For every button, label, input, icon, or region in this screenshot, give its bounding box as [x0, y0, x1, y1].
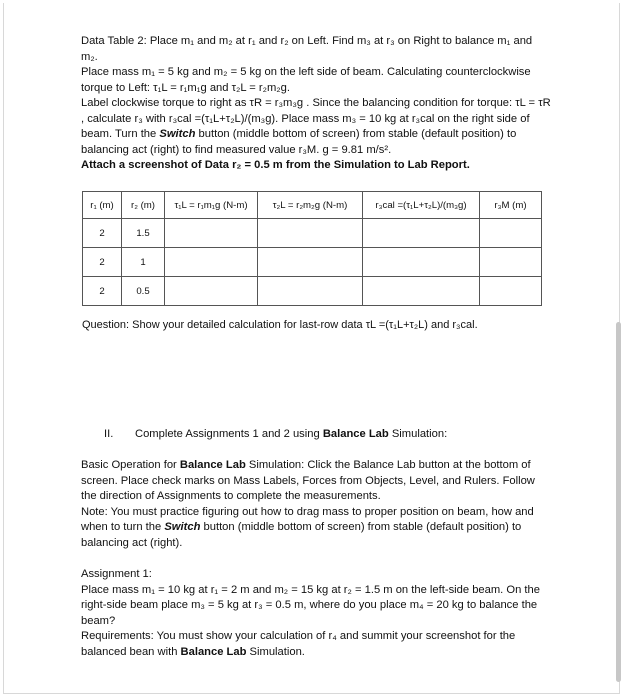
- basic-op-bold: Balance Lab: [179, 459, 246, 471]
- section-title-b: Simulation:: [388, 428, 448, 440]
- table-cell: 1.5: [122, 219, 165, 248]
- header-tau2l: τ₂L = r₂m₂g (N-m): [258, 192, 363, 219]
- basic-operation-paragraph: [81, 458, 551, 551]
- table-cell: 2: [83, 248, 122, 277]
- data-table-instructions: [81, 34, 551, 174]
- note-a: Note: You must practice figuring out how to drag mass to proper position on beam, how and when to turn the: [81, 505, 534, 533]
- table-cell: [258, 219, 363, 248]
- table-row: [83, 248, 542, 277]
- question-text: Question: Show your detailed calculation for last-row data τL =(τ₁L+τ₂L) and r₃cal.: [82, 319, 478, 331]
- table-cell: [363, 277, 480, 306]
- table-cell: [480, 277, 542, 306]
- basic-op-a: Basic Operation for: [81, 459, 180, 471]
- basic-op-b: Simulation: Click the Balance Lab button at the bottom of screen. Place check marks on Mass Labels, Forces from Objects, Level, and Rulers. Follow the direction of Assignments to complete the measurements.: [81, 459, 535, 502]
- data-table-heading: Data Table 2: Place m₁ and m₂ at r₁ and r₂ on Left. Find m₃ at r₃ on Right to balance m₁ and m₂.: [81, 35, 533, 63]
- note-b: button (middle bottom of screen) from stable (default position) to balancing act (right).: [81, 521, 522, 549]
- header-r1: r₁ (m): [83, 192, 122, 219]
- table-cell: [258, 248, 363, 277]
- table-cell: [165, 248, 258, 277]
- section-2-heading: [104, 428, 447, 440]
- data-table-line3: Attach a screenshot of Data r₂ = 0.5 m from the Simulation to Lab Report.: [81, 159, 470, 171]
- table-row: [83, 219, 542, 248]
- table-cell: 1: [122, 248, 165, 277]
- header-r3m: r₃M (m): [480, 192, 542, 219]
- line2-text-b: button (middle bottom of screen) from stable (default position) to balancing act (right) to find measured value r₃M. g = 9.81 m/s².: [81, 128, 517, 156]
- note-switch-term: Switch: [164, 521, 201, 533]
- table-cell: 2: [83, 277, 122, 306]
- note-text: [81, 505, 551, 552]
- table-cell: 0.5: [122, 277, 165, 306]
- section-title-a: Complete Assignments 1 and 2 using: [135, 428, 323, 440]
- line2-text-a: Label clockwise torque to right as τR = r₃m₃g . Since the balancing condition for torque: τL = τR , calculate r₃ with r₃cal =(τ₁L+τ₂L)/(m₃g). Place mass m₃ = 10 kg at r₃cal on the right side of beam. Turn the: [81, 97, 551, 140]
- header-r2: r₂ (m): [122, 192, 165, 219]
- table-row: [83, 277, 542, 306]
- table-header-row: [83, 192, 542, 219]
- section-number: II.: [104, 428, 114, 440]
- assignment-1-text: Place mass m₁ = 10 kg at r₁ = 2 m and m₂ = 15 kg at r₂ = 1.5 m on the left-side beam. On the right-side beam place m₃ = 5 kg at r₃ = 0.5 m, where do you place m₄ = 20 kg to balance the beam?: [81, 583, 540, 627]
- table-cell: [363, 219, 480, 248]
- assignment-1-title: Assignment 1:: [81, 568, 152, 580]
- switch-term: Switch: [159, 128, 196, 140]
- table-cell: [165, 219, 258, 248]
- assignment-1-requirements: [81, 629, 551, 660]
- table-cell: [165, 277, 258, 306]
- data-table-line2: [81, 96, 551, 158]
- header-tau1l: τ₁L = r₁m₁g (N-m): [165, 192, 258, 219]
- header-r3cal: r₃cal =(τ₁L+τ₂L)/(m₃g): [363, 192, 480, 219]
- table-cell: [363, 248, 480, 277]
- req-b: Simulation.: [246, 645, 305, 658]
- basic-operation-text: [81, 458, 551, 505]
- section-title-bold: Balance Lab: [322, 428, 389, 440]
- scrollbar[interactable]: [616, 322, 621, 682]
- data-table-2: [82, 191, 542, 306]
- data-table-line1: Place mass m₁ = 5 kg and m₂ = 5 kg on the left side of beam. Calculating counterclockwise torque to Left: τ₁L = r₁m₁g and τ₂L = r₂m₂g.: [81, 66, 531, 94]
- table-cell: [480, 219, 542, 248]
- table-cell: [258, 277, 363, 306]
- req-bold: Balance Lab: [180, 645, 247, 658]
- table-cell: [480, 248, 542, 277]
- req-a: Requirements: You must show your calculation of r₄ and summit your screenshot for the balanced bean with: [81, 630, 516, 658]
- assignment-1: [81, 567, 551, 660]
- table-cell: 2: [83, 219, 122, 248]
